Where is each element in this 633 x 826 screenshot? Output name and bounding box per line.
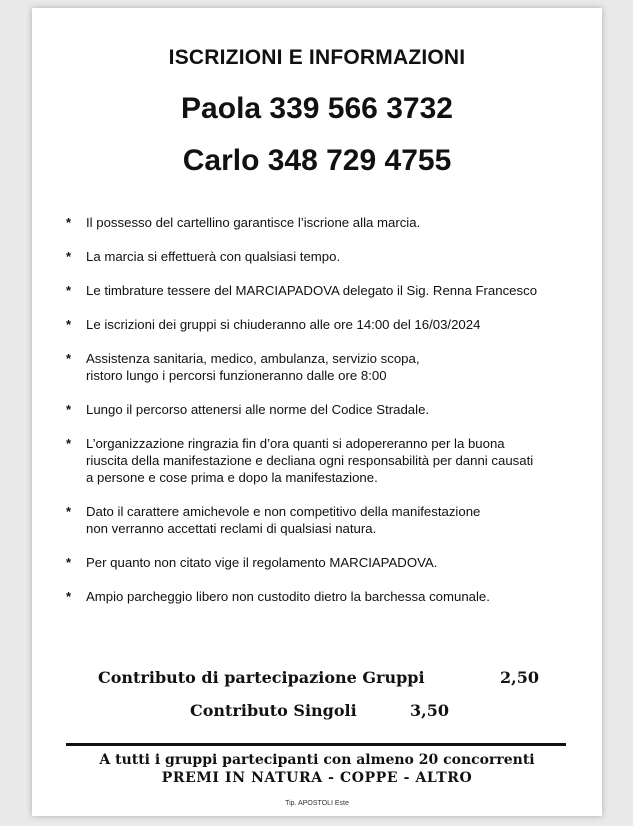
group-fee-label: Contributo di partecipazione Gruppi [98, 668, 425, 687]
printer-credit: Tip. APOSTOLI Este [285, 800, 349, 807]
asterisk-icon: * [66, 555, 72, 570]
phone-contact-carlo: Carlo 348 729 4755 [182, 144, 452, 177]
phone-contact-paola: Paola 339 566 3732 [181, 92, 453, 125]
list-item [66, 350, 586, 384]
single-fee-label: Contributo Singoli [190, 701, 357, 720]
asterisk-icon: * [66, 351, 72, 366]
bullet-text: Il possesso del cartellino garantisce l’iscrione alla marcia. [86, 215, 421, 230]
bullet-text: Assistenza sanitaria, medico, ambulanza, servizio scopa, ristoro lungo i percorsi funzioneranno dalle ore 8:00 [86, 351, 420, 383]
divider [66, 743, 566, 746]
list-item [66, 282, 586, 299]
asterisk-icon: * [66, 215, 72, 230]
asterisk-icon: * [66, 589, 72, 604]
list-item [66, 588, 586, 605]
list-item [66, 401, 586, 418]
page-title: ISCRIZIONI E INFORMAZIONI [168, 46, 466, 69]
prize-list-text: PREMI IN NATURA - COPPE - ALTRO [161, 770, 473, 786]
asterisk-icon: * [66, 283, 72, 298]
asterisk-icon: * [66, 504, 72, 519]
list-item [66, 316, 586, 333]
bullet-text: Le timbrature tessere del MARCIAPADOVA delegato il Sig. Renna Francesco [86, 283, 538, 298]
flyer-page [32, 8, 602, 816]
group-fee-value: 2,50 [500, 668, 539, 687]
bullet-text: Le iscrizioni dei gruppi si chiuderanno alle ore 14:00 del 16/03/2024 [86, 317, 481, 332]
bullet-text: La marcia si effettuerà con qualsiasi tempo. [86, 249, 341, 264]
prize-eligibility-text: A tutti i gruppi partecipanti con almeno 20 concorrenti [99, 752, 535, 768]
asterisk-icon: * [66, 436, 72, 451]
list-item [66, 214, 586, 231]
list-item [66, 503, 586, 537]
bullet-text: Per quanto non citato vige il regolamento MARCIAPADOVA. [86, 555, 438, 570]
list-item [66, 554, 586, 571]
bullet-text: Lungo il percorso attenersi alle norme del Codice Stradale. [86, 402, 430, 417]
bullet-text: Ampio parcheggio libero non custodito dietro la barchessa comunale. [86, 589, 490, 604]
info-bullet-list [66, 214, 586, 622]
single-fee-value: 3,50 [410, 701, 449, 720]
asterisk-icon: * [66, 249, 72, 264]
list-item [66, 248, 586, 265]
asterisk-icon: * [66, 317, 72, 332]
asterisk-icon: * [66, 402, 72, 417]
list-item [66, 435, 586, 486]
bullet-text: L’organizzazione ringrazia fin d’ora quanti si adopereranno per la buona riuscita della manifestazione e decliana ogni responsabilità per danni causati a persone e cose prima e dopo la manifestazione. [86, 436, 534, 485]
bullet-text: Dato il carattere amichevole e non competitivo della manifestazione non verranno accettati reclami di qualsiasi natura. [86, 504, 481, 536]
